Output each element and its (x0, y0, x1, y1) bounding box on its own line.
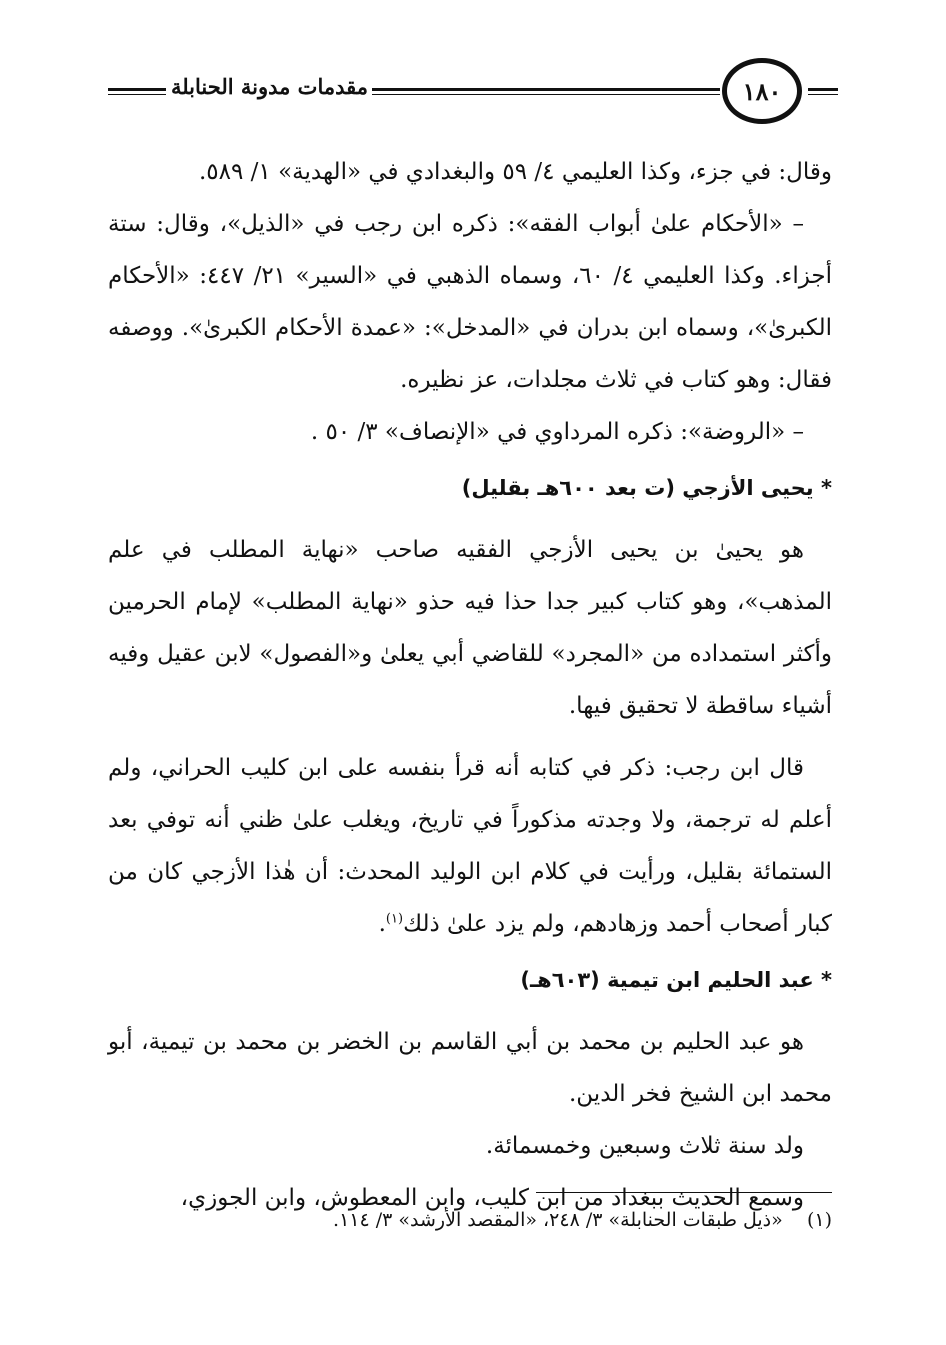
header-rule-left (108, 88, 166, 91)
paragraph-8: وسمع الحديث ببغداد من ابن كليب، وابن المعطوش، وابن الجوزي، (180, 1185, 804, 1211)
paragraph-3: – «الروضة»: ذكره المرداوي في «الإنصاف» ٣/ ٥٠ . (310, 419, 804, 445)
paragraph-2: – «الأحكام علىٰ أبواب الفقه»: ذكره ابن رجب في «الذيل»، وقال: ستة أجزاء. وكذا العليمي ٤/ ٦٠، وسماه الذهبي في «السير» ٢١/ ٤٤٧: «الأحكام الكبرىٰ»، وسماه ابن بدران في «المدخل»: «عمدة الأحكام الكبرىٰ». ووصفه فقال: وهو كتاب في ثلاث مجلدات، عز نظيره. (108, 211, 833, 393)
section-heading-abdulhalim: * عبد الحليم ابن تيمية (٦٠٣هـ) (520, 968, 832, 992)
page-number: ١٨٠ (742, 76, 782, 106)
paragraph-7: ولد سنة ثلاث وسبعين وخمسمائة. (485, 1133, 804, 1159)
paragraph-6: هو عبد الحليم بن محمد بن أبي القاسم بن الخضر بن محمد بن تيمية، أبو محمد ابن الشيخ فخر الدين. (108, 1029, 832, 1107)
header-rule-left-thin (108, 94, 166, 95)
page-body (108, 146, 832, 1224)
footnote-number: (١) (806, 1209, 832, 1231)
header-rule-middle-thin (372, 94, 720, 95)
paragraph-5-text: قال ابن رجب: ذكر في كتابه أنه قرأ بنفسه على ابن كليب الحراني، ولم أعلم له ترجمة، ولا وجدته مذكوراً في تاريخ، ويغلب علىٰ ظني أنه توفي بعد الستمائة بقليل، ورأيت في كلام ابن الوليد المحدث: أن هٰذا الأزجي كان من كبار أصحاب أحمد وزهادهم، ولم يزد علىٰ ذلك (108, 755, 832, 937)
paragraph-4: هو يحيىٰ بن يحيى الأزجي الفقيه صاحب «نهاية المطلب في علم المذهب»، وهو كتاب كبير جدا حذا فيه حذو «نهاية المطلب» لإمام الحرمين وأكثر استمداده من «المجرد» للقاضي أبي يعلىٰ و«الفصول» لابن عقيل وفيه أشياء ساقطة لا تحقيق فيها. (108, 537, 832, 719)
section-heading-yahya: * يحيى الأزجي (ت بعد ٦٠٠هـ بقليل) (461, 476, 832, 500)
footnote-separator (536, 1192, 832, 1193)
page-header (0, 58, 946, 132)
header-rule-middle (372, 88, 720, 91)
paragraph-5 (108, 742, 832, 950)
header-rule-right (808, 88, 838, 91)
header-rule-right-thin (808, 94, 838, 95)
paragraph-5-end: . (378, 911, 386, 937)
page-number-badge (722, 58, 802, 124)
footnote-text: «ذيل طبقات الحنابلة» ٣/ ٢٤٨، «المقصد الأرشد» ٣/ ١١٤. (333, 1209, 783, 1231)
footnote (108, 1200, 832, 1240)
paragraph-1: وقال: في جزء، وكذا العليمي ٤/ ٥٩ والبغدادي في «الهدية» ١/ ٥٨٩. (198, 159, 832, 185)
running-title: مقدمات مدونة الحنابلة (170, 74, 368, 99)
footnote-ref[interactable]: (١) (385, 911, 404, 927)
